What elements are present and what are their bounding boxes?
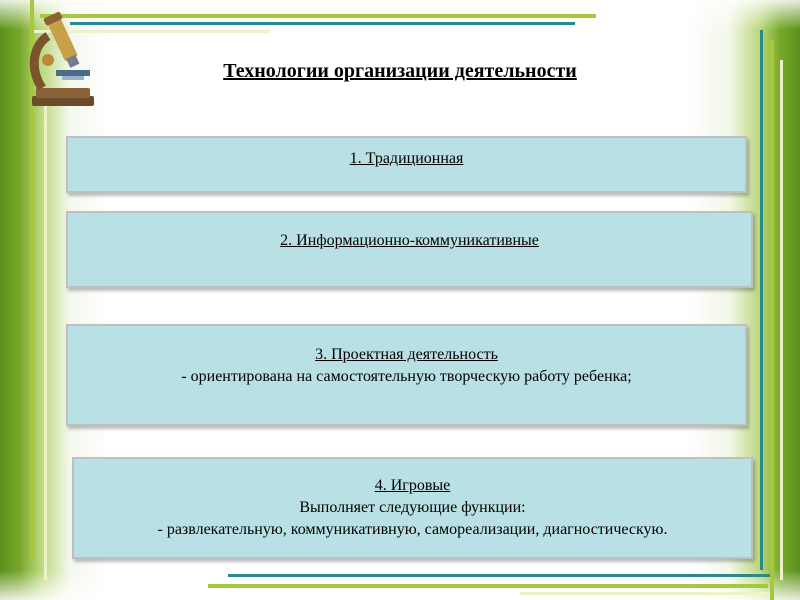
- bottom-decor-line-teal: [228, 574, 770, 577]
- page-title: Технологии организации деятельности: [223, 60, 577, 82]
- right-decor-line-green: [770, 40, 774, 600]
- card-heading: 3. Проектная деятельность: [315, 346, 498, 363]
- bottom-decor-line-green: [208, 584, 768, 588]
- bottom-decor-line-light: [520, 592, 770, 595]
- top-decor-line-green: [40, 14, 596, 18]
- top-decor-line-teal: [70, 22, 575, 25]
- card-heading: 4. Игровые: [374, 477, 451, 494]
- card-heading: 1. Традиционная: [349, 150, 464, 167]
- technology-card-3: [66, 324, 747, 426]
- technology-card-2: [66, 211, 753, 288]
- technology-card-1: [66, 136, 747, 193]
- card-description: - ориентирована на самостоятельную творческую работу ребенка;: [181, 368, 632, 385]
- technology-card-4: [72, 457, 753, 559]
- right-decor-line-light: [780, 60, 783, 580]
- card-heading: 2. Информационно-коммуникативные: [280, 232, 539, 249]
- right-decor-line-teal: [760, 30, 763, 570]
- card-description: Выполняет следующие функции:: [299, 499, 526, 516]
- left-decor-line-light: [44, 100, 47, 580]
- card-functions: - развлекательную, коммуникативную, самореализации, диагностическую.: [157, 521, 668, 538]
